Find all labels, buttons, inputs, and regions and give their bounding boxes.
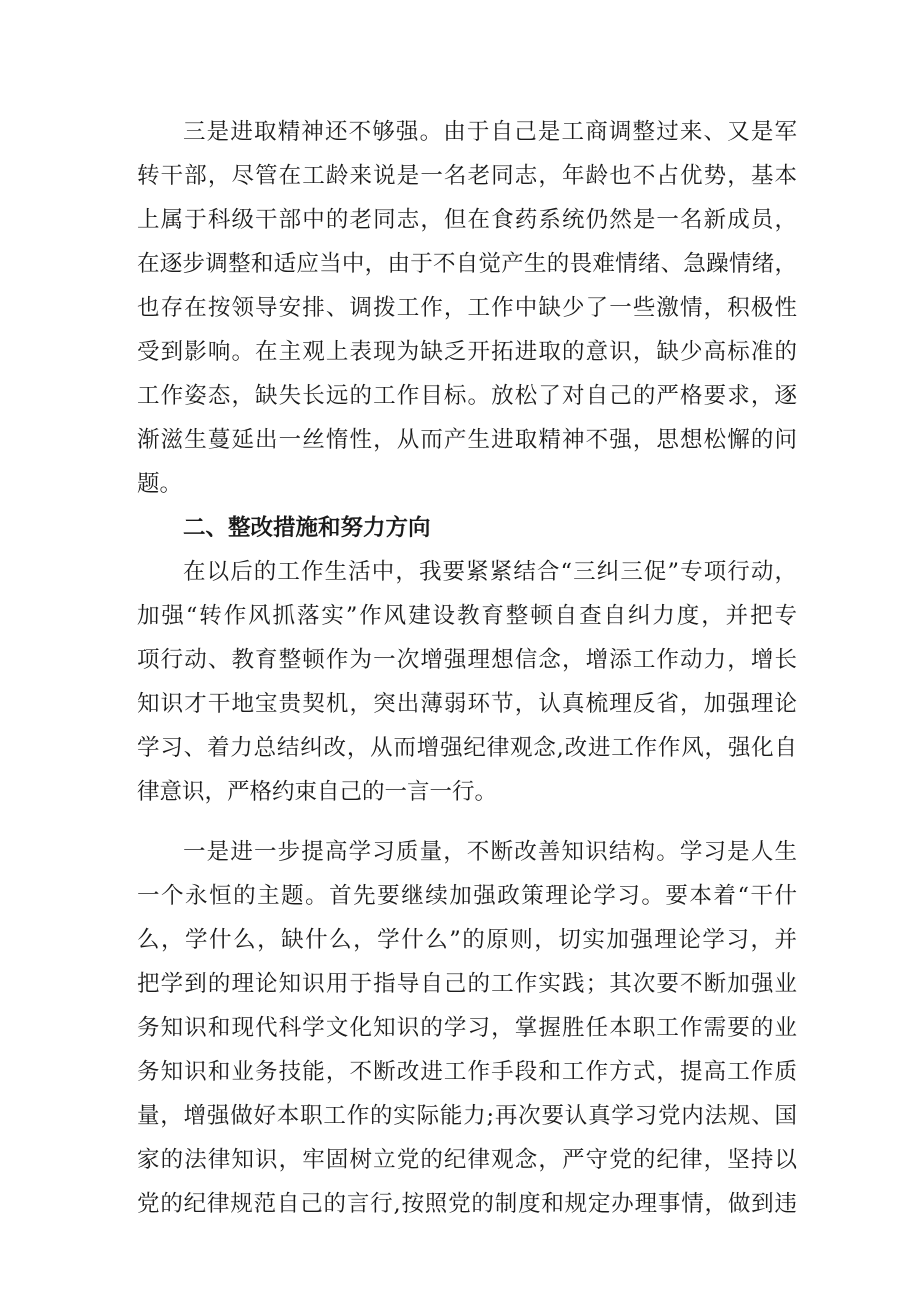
text-line: 渐滋生蔓延出一丝惰性，从而产生进取精神不强，思想松懈的问 (137, 427, 797, 453)
section-heading: 二、整改措施和努力方向 (183, 515, 431, 541)
text-line: 三是进取精神还不够强。由于自己是工商调整过来、又是军 (183, 119, 797, 145)
text-line: 量，增强做好本职工作的实际能力;再次要认真学习党内法规、国 (137, 1103, 797, 1129)
text-line: 么，学什么，缺什么，学什么”的原则，切实加强理论学习，并 (137, 927, 797, 953)
text-line: 项行动、教育整顿作为一次增强理想信念，增添工作动力，增长 (137, 647, 797, 673)
text-line: 也存在按领导安排、调拨工作，工作中缺少了一些激情，积极性 (137, 295, 797, 321)
text-line: 务知识和现代科学文化知识的学习，掌握胜任本职工作需要的业 (137, 1015, 797, 1041)
text-line: 家的法律知识，牢固树立党的纪律观念，严守党的纪律，坚持以 (137, 1147, 797, 1173)
text-line: 受到影响。在主观上表现为缺乏开拓进取的意识，缺少高标准的 (137, 339, 797, 365)
text-line: 加强“转作风抓落实”作风建设教育整顿自查自纠力度，并把专 (137, 603, 797, 629)
text-line: 一个永恒的主题。首先要继续加强政策理论学习。要本着“干什 (137, 883, 797, 909)
text-line: 律意识，严格约束自己的一言一行。 (137, 779, 498, 805)
text-line: 务知识和业务技能，不断改进工作手段和工作方式，提高工作质 (137, 1059, 797, 1085)
text-line: 工作姿态，缺失长远的工作目标。放松了对自己的严格要求，逐 (137, 383, 797, 409)
text-line: 把学到的理论知识用于指导自己的工作实践；其次要不断加强业 (137, 971, 797, 997)
text-line: 知识才干地宝贵契机，突出薄弱环节，认真梳理反省，加强理论 (137, 691, 797, 717)
text-line: 学习、着力总结纠改，从而增强纪律观念,改进工作作风，强化自 (137, 735, 797, 761)
text-line: 在以后的工作生活中，我要紧紧结合“三纠三促”专项行动， (183, 559, 797, 585)
text-line: 题。 (137, 471, 183, 497)
text-line: 在逐步调整和适应当中，由于不自觉产生的畏难情绪、急躁情绪， (137, 251, 797, 277)
text-line: 上属于科级干部中的老同志，但在食药系统仍然是一名新成员， (137, 207, 797, 233)
text-line: 一是进一步提高学习质量，不断改善知识结构。学习是人生 (183, 839, 797, 865)
text-line: 党的纪律规范自己的言行,按照党的制度和规定办理事情，做到违 (137, 1191, 797, 1217)
text-line: 转干部，尽管在工龄来说是一名老同志，年龄也不占优势，基本 (137, 163, 797, 189)
